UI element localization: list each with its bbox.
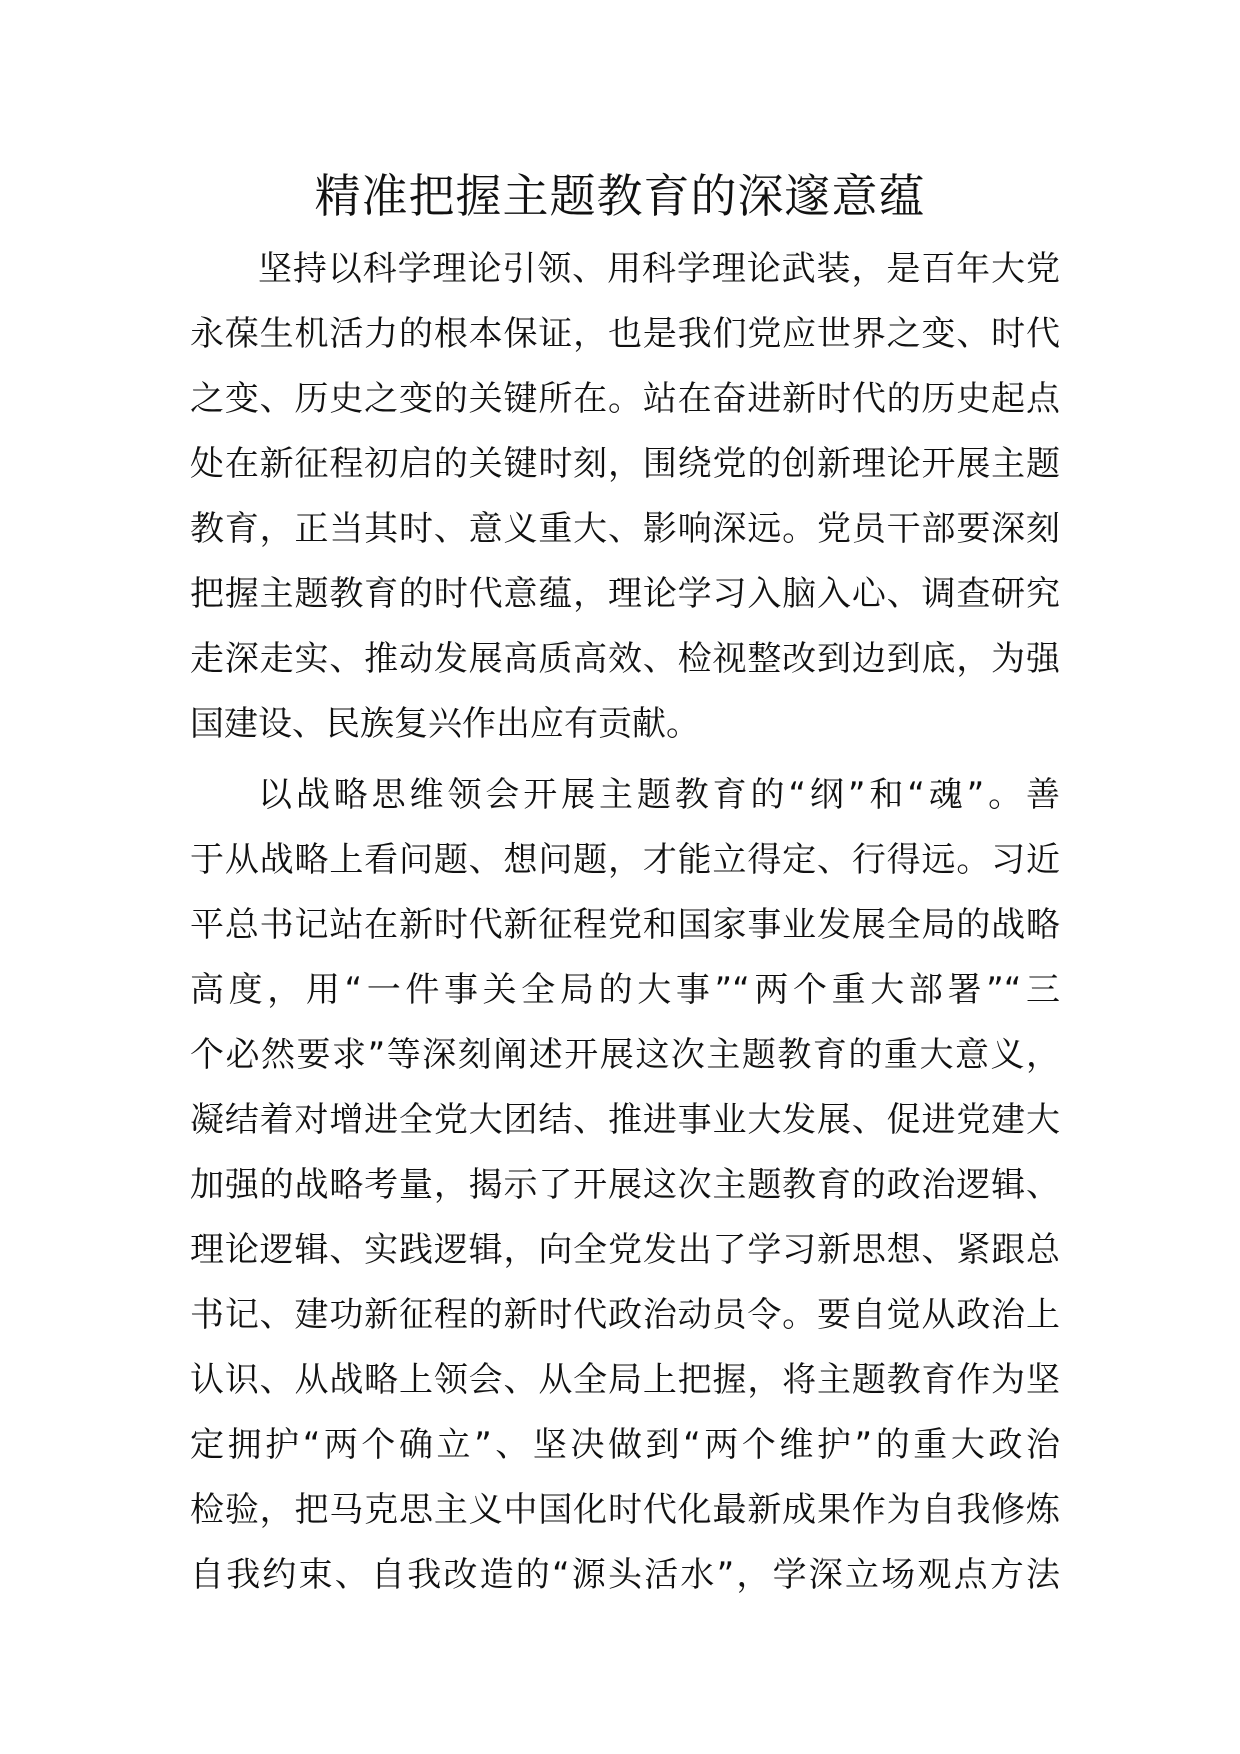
paragraph-line: 之变、历史之变的关键所在。站在奋进新时代的历史起点 [190,379,1060,419]
paragraph-line: 理论逻辑、实践逻辑，向全党发出了学习新思想、紧跟总 [190,1230,1060,1270]
document-body [190,237,1060,1614]
paragraph-line: 认识、从战略上领会、从全局上把握，将主题教育作为坚 [190,1360,1060,1400]
paragraph-line: 检验，把马克思主义中国化时代化最新成果作为自我修炼 [190,1490,1060,1530]
paragraph-line: 平总书记站在新时代新征程党和国家事业发展全局的战略 [190,905,1060,945]
paragraph-line: 国建设、民族复兴作出应有贡献。 [190,704,700,744]
paragraph-line: 以战略思维领会开展主题教育的“纲”和“魂”。善 [258,775,1060,815]
paragraph-line: 高度，用“一件事关全局的大事”“两个重大部署”“三 [190,970,1060,1010]
paragraph-line: 走深走实、推动发展高质高效、检视整改到边到底，为强 [190,639,1060,679]
paragraph-line: 书记、建功新征程的新时代政治动员令。要自觉从政治上 [190,1295,1060,1335]
paragraph-line: 自我约束、自我改造的“源头活水”，学深立场观点方法 [190,1555,1060,1595]
paragraph-line: 教育，正当其时、意义重大、影响深远。党员干部要深刻 [190,509,1060,549]
paragraph-2 [190,763,1060,1608]
paragraph-line: 于从战略上看问题、想问题，才能立得定、行得远。习近 [190,840,1060,880]
paragraph-line: 加强的战略考量，揭示了开展这次主题教育的政治逻辑、 [190,1165,1060,1205]
paragraph-1 [190,237,1060,757]
paragraph-line: 把握主题教育的时代意蕴，理论学习入脑入心、调查研究 [190,574,1060,614]
paragraph-line: 永葆生机活力的根本保证，也是我们党应世界之变、时代 [190,314,1060,354]
paragraph-line: 坚持以科学理论引领、用科学理论武装，是百年大党 [258,249,1060,289]
document-title: 精准把握主题教育的深邃意蕴 [314,169,926,223]
paragraph-line: 凝结着对增进全党大团结、推进事业大发展、促进党建大 [190,1100,1060,1140]
paragraph-line: 处在新征程初启的关键时刻，围绕党的创新理论开展主题 [190,444,1060,484]
paragraph-line: 定拥护“两个确立”、坚决做到“两个维护”的重大政治 [190,1425,1060,1465]
paragraph-line: 个必然要求”等深刻阐述开展这次主题教育的重大意义， [190,1035,1060,1075]
